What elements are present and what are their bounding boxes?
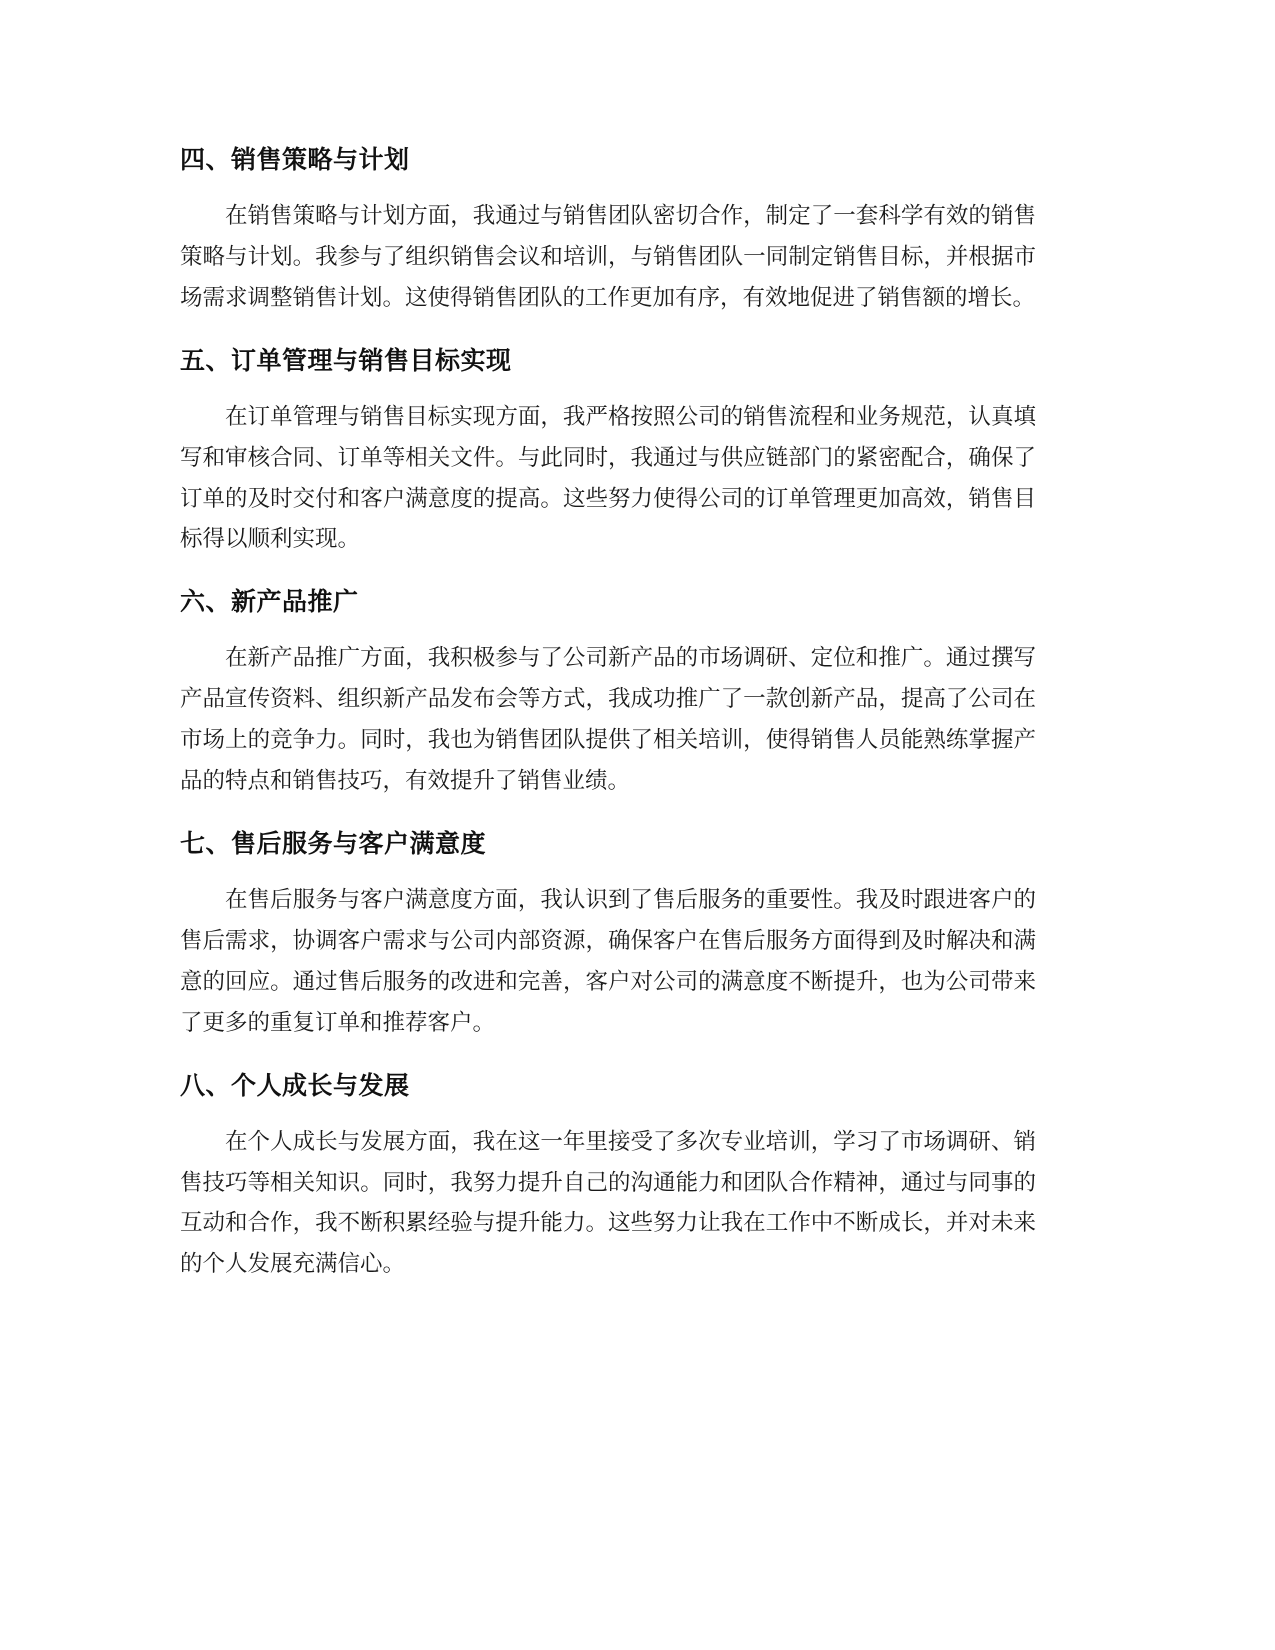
section-new-product-promotion bbox=[180, 580, 1036, 802]
section-heading: 六、新产品推广 bbox=[180, 587, 359, 617]
section-heading: 四、销售策略与计划 bbox=[180, 145, 410, 174]
section-heading: 七、售后服务与客户满意度 bbox=[180, 828, 487, 858]
document-body bbox=[180, 138, 1036, 1305]
section-after-sales-service bbox=[180, 822, 1036, 1044]
section-paragraph: 在个人成长与发展方面，我在这一年里接受了多次专业培训，学习了市场调研、销售技巧等相关知识。同时，我努力提升自己的沟通能力和团队合作精神，通过与同事的互动和合作，我不断积累经验与提升能力。这些努力让我在工作中不断成长，并对未来的个人发展充满信心。 bbox=[180, 1128, 1036, 1278]
section-sales-strategy bbox=[180, 138, 1036, 319]
section-paragraph: 在新产品推广方面，我积极参与了公司新产品的市场调研、定位和推广。通过撰写产品宣传资料、组织新产品发布会等方式，我成功推广了一款创新产品，提高了公司在市场上的竞争力。同时，我也为销售团队提供了相关培训，使得销售人员能熟练掌握产品的特点和销售技巧，有效提升了销售业绩。 bbox=[180, 645, 1036, 795]
section-order-management bbox=[180, 339, 1036, 561]
section-heading: 五、订单管理与销售目标实现 bbox=[180, 345, 512, 375]
section-paragraph: 在订单管理与销售目标实现方面，我严格按照公司的销售流程和业务规范，认真填写和审核合同、订单等相关文件。与此同时，我通过与供应链部门的紧密配合，确保了订单的及时交付和客户满意度的提高。这些努力使得公司的订单管理更加高效，销售目标得以顺利实现。 bbox=[180, 403, 1036, 553]
section-paragraph: 在销售策略与计划方面，我通过与销售团队密切合作，制定了一套科学有效的销售策略与计划。我参与了组织销售会议和培训，与销售团队一同制定销售目标，并根据市场需求调整销售计划。这使得销售团队的工作更加有序，有效地促进了销售额的增长。 bbox=[180, 203, 1036, 311]
section-paragraph: 在售后服务与客户满意度方面，我认识到了售后服务的重要性。我及时跟进客户的售后需求，协调客户需求与公司内部资源，确保客户在售后服务方面得到及时解决和满意的回应。通过售后服务的改进和完善，客户对公司的满意度不断提升，也为公司带来了更多的重复订单和推荐客户。 bbox=[180, 886, 1036, 1036]
section-personal-growth bbox=[180, 1064, 1036, 1286]
section-heading: 八、个人成长与发展 bbox=[180, 1070, 410, 1100]
